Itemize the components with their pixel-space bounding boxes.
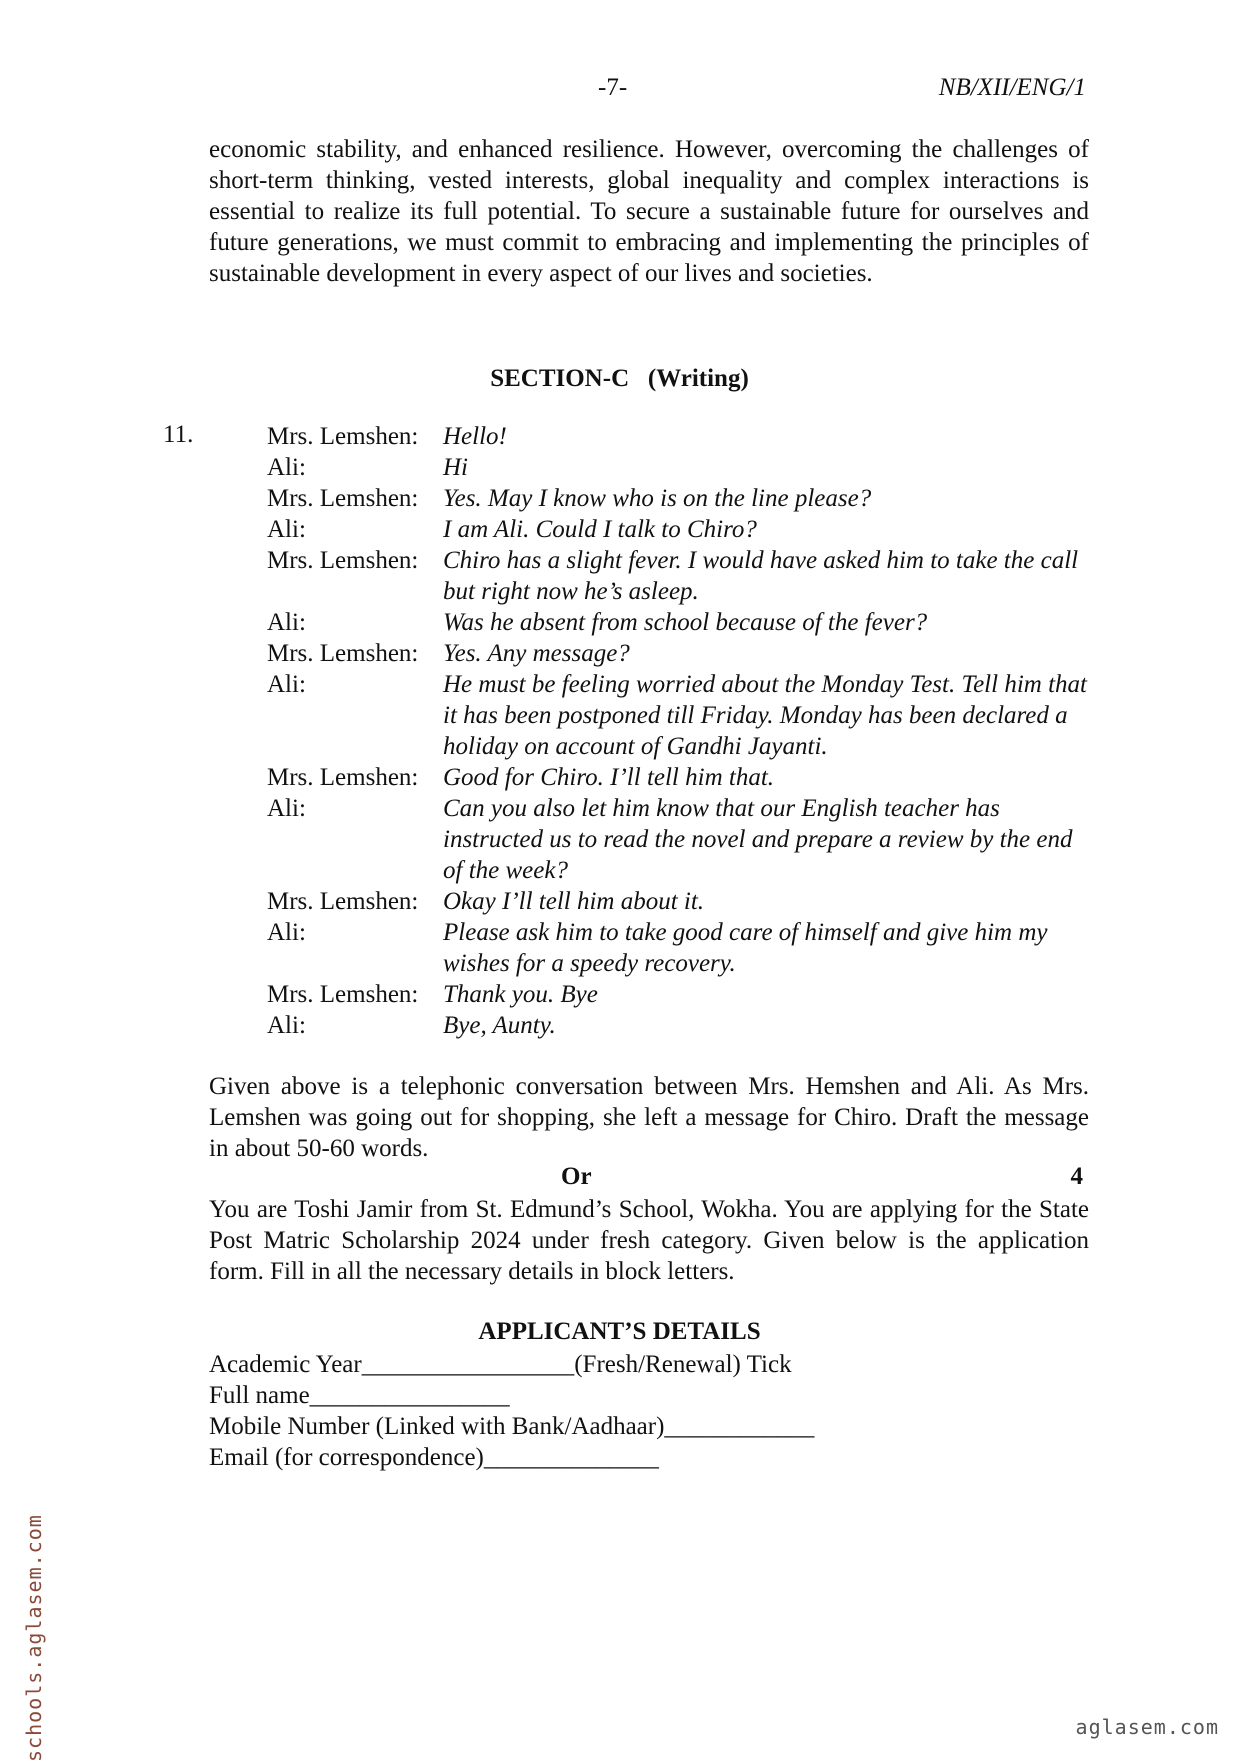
dialogue-speaker: Ali: xyxy=(267,671,306,698)
dialogue-speaker: Mrs. Lemshen: xyxy=(267,423,419,450)
dialogue-text: I am Ali. Could I talk to Chiro? xyxy=(443,516,757,543)
dialogue-text: Hi xyxy=(443,454,468,481)
dialogue-line xyxy=(267,545,1097,607)
dialogue-speaker: Mrs. Lemshen: xyxy=(267,981,419,1008)
marks: 4 xyxy=(1070,1163,1083,1190)
side-watermark: schools.aglasem.com xyxy=(22,1514,46,1762)
form-field-full-name[interactable]: Full name________________ xyxy=(209,1382,510,1409)
form-title: APPLICANT’S DETAILS xyxy=(478,1318,761,1345)
dialogue-line xyxy=(267,979,1097,1010)
section-heading xyxy=(0,365,1239,393)
dialogue-line xyxy=(267,421,1097,452)
form-field-mobile-number[interactable]: Mobile Number (Linked with Bank/Aadhaar)____________ xyxy=(209,1413,815,1440)
dialogue-line xyxy=(267,1010,1097,1041)
alternative-paragraph: You are Toshi Jamir from St. Edmund’s School, Wokha. You are applying for the State Post Matric Scholarship 2024 under fresh category. Given below is the application form. Fill in all the necessary details in block letters. xyxy=(209,1196,1089,1285)
section-heading-text: SECTION-C (Writing) xyxy=(490,365,749,392)
dialogue-line xyxy=(267,886,1097,917)
dialogue-line xyxy=(267,483,1097,514)
intro-paragraph: economic stability, and enhanced resilience. However, overcoming the challenges of short-term thinking, vested interests, global inequality and complex interactions is essential to realize its full potential. To secure a sustainable future for ourselves and future generations, we must commit to embracing and implementing the principles of sustainable development in every aspect of our lives and societies. xyxy=(209,136,1089,287)
dialogue-text: Okay I’ll tell him about it. xyxy=(443,888,705,915)
dialogue-text: Chiro has a slight fever. I would have asked him to take the call but right now he’s asleep. xyxy=(443,547,1079,605)
dialogue-text: Yes. May I know who is on the line please? xyxy=(443,485,872,512)
dialogue-text: Please ask him to take good care of himself and give him my wishes for a speedy recovery. xyxy=(443,919,1048,977)
dialogue-text: Can you also let him know that our English teacher has instructed us to read the novel and prepare a review by the end of the week? xyxy=(443,795,1073,884)
dialogue-speaker: Mrs. Lemshen: xyxy=(267,888,419,915)
dialogue-speaker: Mrs. Lemshen: xyxy=(267,764,419,791)
dialogue-speaker: Mrs. Lemshen: xyxy=(267,485,419,512)
application-form xyxy=(209,1349,814,1473)
dialogue-speaker: Ali: xyxy=(267,795,306,822)
question-number: 11. xyxy=(163,421,194,448)
dialogue-line xyxy=(267,917,1097,979)
dialogue-line xyxy=(267,514,1097,545)
dialogue-text: He must be feeling worried about the Monday Test. Tell him that it has been postponed till Friday. Monday has been declared a holiday on account of Gandhi Jayanti. xyxy=(443,671,1087,760)
task-paragraph: Given above is a telephonic conversation between Mrs. Hemshen and Ali. As Mrs. Lemshen was going out for shopping, she left a message for Chiro. Draft the message in about 50-60 words. xyxy=(209,1073,1089,1162)
paper-code: NB/XII/ENG/1 xyxy=(938,74,1086,101)
form-field-academic-year[interactable]: Academic Year_________________(Fresh/Renewal) Tick xyxy=(209,1351,792,1378)
dialogue-text: Yes. Any message? xyxy=(443,640,630,667)
dialogue-text: Good for Chiro. I’ll tell him that. xyxy=(443,764,775,791)
dialogue-speaker: Mrs. Lemshen: xyxy=(267,547,419,574)
dialogue-line xyxy=(267,793,1097,886)
dialogue-line xyxy=(267,607,1097,638)
form-field-email[interactable]: Email (for correspondence)______________ xyxy=(209,1444,659,1471)
dialogue-speaker: Ali: xyxy=(267,919,306,946)
or-row xyxy=(209,1163,1089,1194)
dialogue-text: Bye, Aunty. xyxy=(443,1012,556,1039)
dialogue-speaker: Ali: xyxy=(267,454,306,481)
dialogue-speaker: Ali: xyxy=(267,516,306,543)
page-number: -7- xyxy=(598,74,628,101)
dialogue-text: Was he absent from school because of the fever? xyxy=(443,609,928,636)
bottom-watermark: aglasem.com xyxy=(1075,1715,1219,1739)
or-label: Or xyxy=(561,1163,592,1190)
dialogue-line xyxy=(267,669,1097,762)
dialogue-text: Hello! xyxy=(443,423,507,450)
dialogue-text: Thank you. Bye xyxy=(443,981,598,1008)
dialogue xyxy=(267,421,1097,1041)
dialogue-speaker: Mrs. Lemshen: xyxy=(267,640,419,667)
dialogue-line xyxy=(267,762,1097,793)
dialogue-line xyxy=(267,452,1097,483)
dialogue-speaker: Ali: xyxy=(267,1012,306,1039)
dialogue-speaker: Ali: xyxy=(267,609,306,636)
dialogue-line xyxy=(267,638,1097,669)
